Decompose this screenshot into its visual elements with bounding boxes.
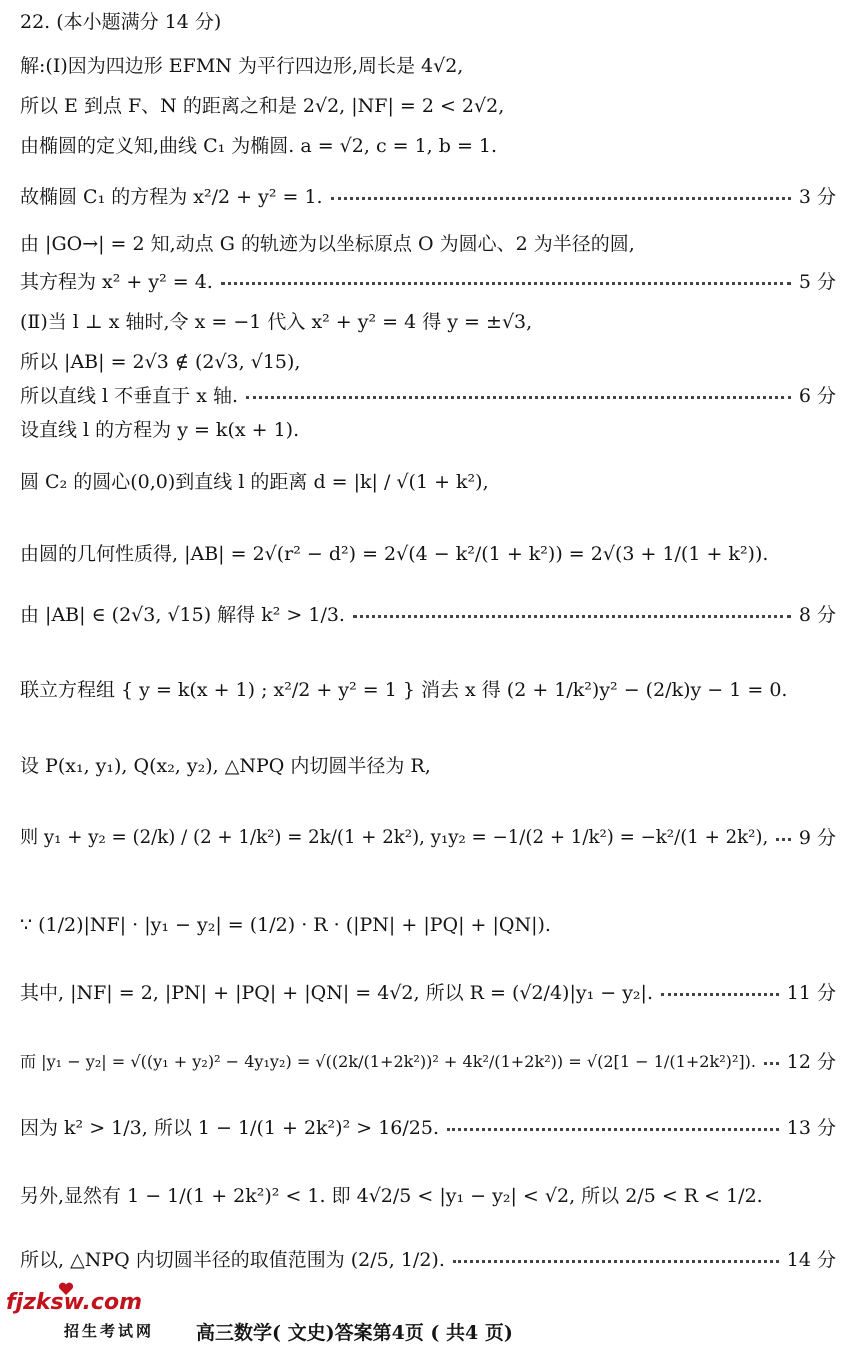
- solution-line: 设 P(x₁, y₁), Q(x₂, y₂), △NPQ 内切圆半径为 R,: [20, 754, 431, 777]
- solution-line: 所以 |AB| = 2√3 ∉ (2√3, √15),: [20, 350, 301, 373]
- score-mark: 3 分: [798, 185, 836, 208]
- score-leader: [353, 615, 791, 618]
- score-leader: [447, 1128, 779, 1131]
- score-leader: [661, 993, 779, 996]
- solution-line: 其中, |NF| = 2, |PN| + |PQ| + |QN| = 4√2, 所以 R = (√2/4)|y₁ − y₂|. 11 分: [20, 974, 836, 1008]
- solution-line: ∵ (1/2)|NF| · |y₁ − y₂| = (1/2) · R · (|PN| + |PQ| + |QN|).: [20, 914, 551, 936]
- solution-line: 因为 k² > 1/3, 所以 1 − 1/(1 + 2k²)² > 16/25. 13 分: [20, 1108, 836, 1144]
- score-leader: [764, 1062, 779, 1065]
- logo-brand: fjzksw.com: [6, 1290, 142, 1315]
- page-footer: [0, 1316, 850, 1346]
- score-leader: [453, 1260, 779, 1263]
- score-mark: 14 分: [786, 1248, 836, 1271]
- score-leader: [221, 282, 791, 285]
- solution-line: 所以直线 l 不垂直于 x 轴. 6 分: [20, 378, 836, 410]
- solution-line: 故椭圆 C₁ 的方程为 x²/2 + y² = 1. 3 分: [20, 178, 836, 212]
- solution-line: 所以 E 到点 F、N 的距离之和是 2√2, |NF| = 2 < 2√2,: [20, 94, 505, 117]
- solution-line: (Ⅱ)当 l ⊥ x 轴时,令 x = −1 代入 x² + y² = 4 得 y = ±√3,: [20, 310, 533, 333]
- page-number: 高三数学( 文史)答案第4页 ( 共4 页): [196, 1322, 513, 1344]
- solution-line: 另外,显然有 1 − 1/(1 + 2k²)² < 1. 即 4√2/5 < |y₁ − y₂| < √2, 所以 2/5 < R < 1/2.: [20, 1184, 763, 1207]
- score-mark: 13 分: [786, 1116, 836, 1139]
- solution-line: 由 |GO→| = 2 知,动点 G 的轨迹为以坐标原点 O 为圆心、2 为半径的圆,: [20, 232, 635, 255]
- solution-line: 所以, △NPQ 内切圆半径的取值范围为 (2/5, 1/2). 14 分: [20, 1240, 836, 1276]
- solution-line: 设直线 l 的方程为 y = k(x + 1).: [20, 418, 300, 441]
- solution-line: 联立方程组 { y = k(x + 1) ; x²/2 + y² = 1 } 消去 x 得 (2 + 1/k²)y² − (2/k)y − 1 = 0.: [20, 678, 788, 701]
- solution-line: 由椭圆的定义知,曲线 C₁ 为椭圆. a = √2, c = 1, b = 1.: [20, 134, 498, 157]
- solution-line: 由 |AB| ∈ (2√3, √15) 解得 k² > 1/3. 8 分: [20, 596, 836, 630]
- score-mark: 9 分: [798, 826, 836, 849]
- solution-line: 由圆的几何性质得, |AB| = 2√(r² − d²) = 2√(4 − k²/(1 + k²)) = 2√(3 + 1/(1 + k²)).: [20, 542, 769, 565]
- score-mark: 5 分: [798, 270, 836, 293]
- solution-line: 其方程为 x² + y² = 4. 5 分: [20, 264, 836, 296]
- solution-line: 解:(Ⅰ)因为四边形 EFMN 为平行四边形,周长是 4√2,: [20, 54, 464, 77]
- score-leader: [776, 838, 791, 841]
- solution-line: 则 y₁ + y₂ = (2/k) / (2 + 1/k²) = 2k/(1 + 2k²), y₁y₂ = −1/(2 + 1/k²) = −k²/(1 + 2k²), 9 分: [20, 814, 836, 858]
- solution-line: 而 |y₁ − y₂| = √((y₁ + y₂)² − 4y₁y₂) = √((2k/(1+2k²))² + 4k²/(1+2k²)) = √(2[1 − 1/(1+2k²)²]). 12 分: [20, 1040, 836, 1080]
- score-mark: 6 分: [798, 384, 836, 407]
- score-mark: 8 分: [798, 603, 836, 626]
- score-leader: [246, 396, 791, 399]
- score-mark: 12 分: [786, 1050, 836, 1073]
- score-leader: [331, 197, 791, 200]
- solution-line: 圆 C₂ 的圆心(0,0)到直线 l 的距离 d = |k| / √(1 + k²),: [20, 470, 489, 493]
- logo-tagline: 招生考试网: [64, 1322, 155, 1340]
- score-mark: 11 分: [786, 981, 836, 1004]
- problem-heading: 22. (本小题满分 14 分): [20, 10, 222, 33]
